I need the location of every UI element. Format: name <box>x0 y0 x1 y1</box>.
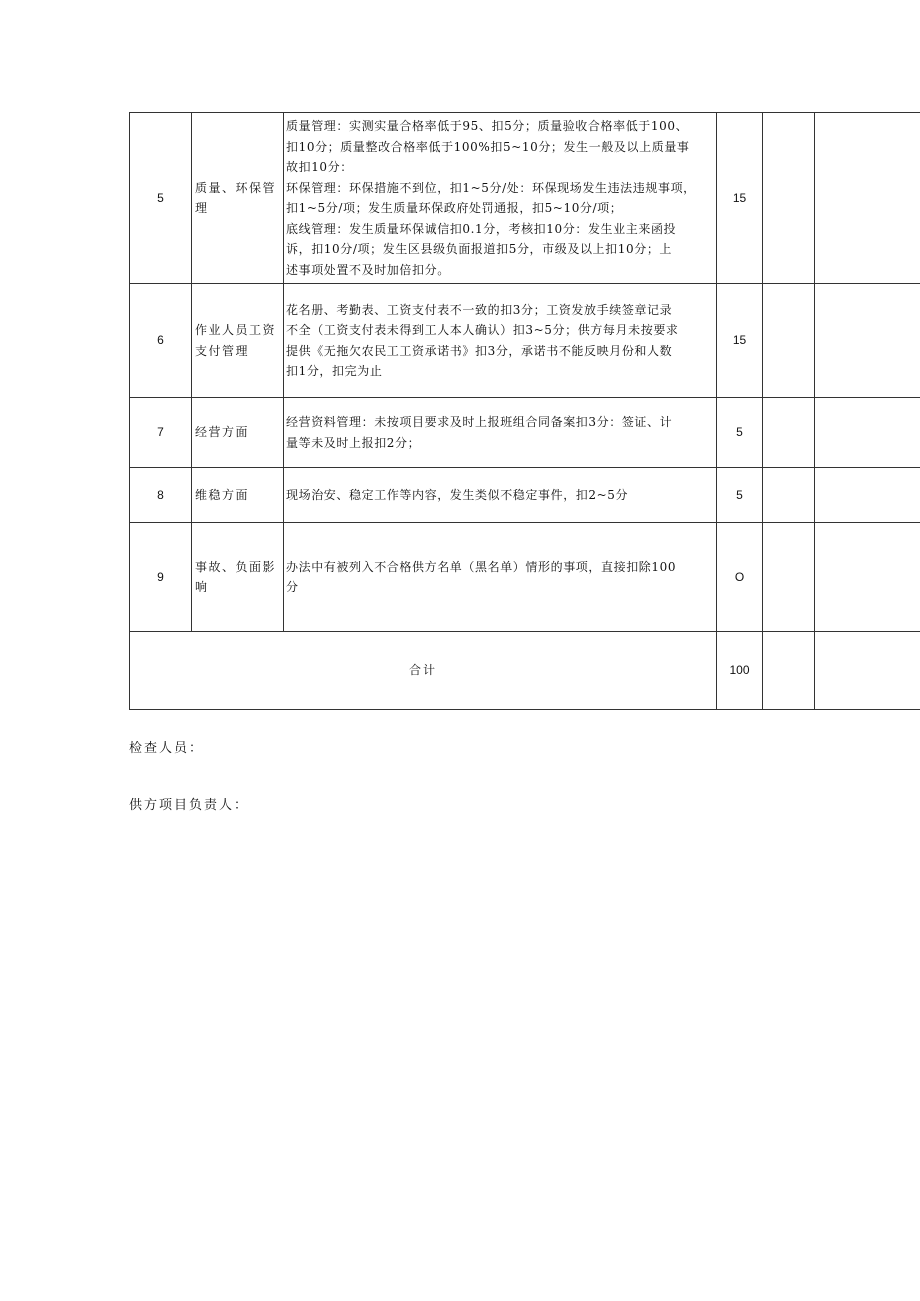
row-remark-cell <box>815 284 920 398</box>
row-criteria <box>284 468 717 523</box>
total-remark-cell <box>815 632 920 710</box>
row-item: 事故、负面影响 <box>192 523 284 632</box>
row-remark-cell <box>815 398 920 468</box>
criteria-line: 分 <box>286 580 299 594</box>
table-row <box>130 468 920 523</box>
row-score: 15 <box>717 284 763 398</box>
total-label: 合计 <box>130 632 717 710</box>
criteria-line: 扣10分；质量整改合格率低于100%扣5~10分；发生一般及以上质量事 <box>286 139 690 154</box>
table-row <box>130 398 920 468</box>
row-score: 15 <box>717 113 763 284</box>
row-number: 5 <box>130 113 192 284</box>
total-score: 100 <box>717 632 763 710</box>
row-number: 7 <box>130 398 192 468</box>
row-deduction-cell <box>763 113 815 284</box>
criteria-line: 底线管理：发生质量环保诚信扣0.1分，考核扣10分：发生业主来函投 <box>286 221 677 236</box>
table-row <box>130 113 920 284</box>
row-deduction-cell <box>763 398 815 468</box>
criteria-line: 经营资料管理：未按项目要求及时上报班组合同备案扣3分：签证、计 <box>286 415 673 429</box>
row-criteria <box>284 523 717 632</box>
row-deduction-cell <box>763 523 815 632</box>
row-item: 作业人员工资支付管理 <box>192 284 284 398</box>
criteria-line: 不全（工资支付表未得到工人本人确认）扣3~5分；供方每月未按要求 <box>286 323 679 337</box>
criteria-line: 办法中有被列入不合格供方名单（黑名单）情形的事项，直接扣除100 <box>286 559 677 574</box>
row-deduction-cell <box>763 284 815 398</box>
row-deduction-cell <box>763 468 815 523</box>
supplier-manager-label: 供方项目负责人： <box>129 798 250 813</box>
criteria-line: 现场治安、稳定工作等内容，发生类似不稳定事件，扣2~5分 <box>286 487 629 502</box>
row-item: 质量、环保管理 <box>192 113 284 284</box>
criteria-line: 扣1~5分/项；发生质量环保政府处罚通报，扣5~10分/项； <box>286 201 623 215</box>
row-score: O <box>717 523 763 632</box>
row-remark-cell <box>815 523 920 632</box>
criteria-line: 故扣10分： <box>286 160 353 174</box>
criteria-line: 诉，扣10分/项；发生区县级负面报道扣5分，市级及以上扣10分；上 <box>286 242 673 256</box>
total-deduction-cell <box>763 632 815 710</box>
criteria-line: 述事项处置不及时加倍扣分。 <box>286 262 450 277</box>
row-number: 9 <box>130 523 192 632</box>
criteria-line: 量等未及时上报扣2分； <box>286 435 421 450</box>
row-number: 8 <box>130 468 192 523</box>
criteria-line: 花名册、考勤表、工资支付表不一致的扣3分；工资发放手续签章记录 <box>286 302 673 317</box>
row-criteria <box>284 113 717 284</box>
table-row <box>130 523 920 632</box>
inspector-label: 检查人员： <box>129 741 205 756</box>
score-table <box>129 112 920 710</box>
row-number: 6 <box>130 284 192 398</box>
table-row <box>130 284 920 398</box>
criteria-line: 扣1分，扣完为止 <box>286 364 383 378</box>
row-score: 5 <box>717 398 763 468</box>
criteria-line: 提供《无拖欠农民工工资承诺书》扣3分，承诺书不能反映月份和人数 <box>286 343 673 358</box>
row-criteria <box>284 284 717 398</box>
criteria-line: 环保管理：环保措施不到位，扣1~5分/处：环保现场发生违法违规事项， <box>286 180 696 195</box>
row-criteria <box>284 398 717 468</box>
total-row <box>130 632 920 710</box>
row-remark-cell <box>815 468 920 523</box>
criteria-line: 质量管理：实测实量合格率低于95、扣5分；质量验收合格率低于100、 <box>286 119 689 133</box>
row-item: 维稳方面 <box>192 468 284 523</box>
row-remark-cell <box>815 113 920 284</box>
row-item: 经营方面 <box>192 398 284 468</box>
row-score: 5 <box>717 468 763 523</box>
